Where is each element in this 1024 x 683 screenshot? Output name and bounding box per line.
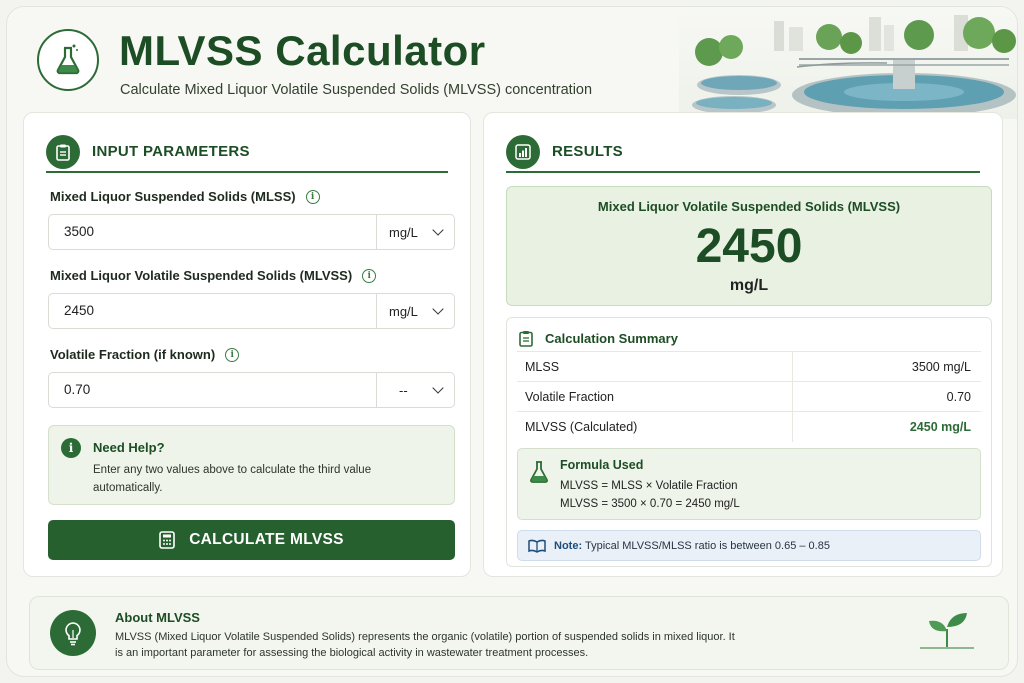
volatile-fraction-unit-value: -- <box>399 382 408 398</box>
table-row <box>517 352 981 382</box>
treatment-plant-illustration <box>679 7 1018 119</box>
formula-line: MLVSS = MLSS × Volatile Fraction <box>560 480 738 492</box>
input-section-title: INPUT PARAMETERS <box>92 143 250 160</box>
results-section-header <box>506 133 980 173</box>
mlvss-unit-select[interactable] <box>376 294 454 328</box>
note-box <box>517 530 981 561</box>
about-card <box>29 596 1009 670</box>
mlss-label-text: Mixed Liquor Suspended Solids (MLSS) <box>50 189 296 204</box>
result-display <box>506 186 992 306</box>
note-key: Note: <box>554 539 583 552</box>
volatile-fraction-unit-select[interactable] <box>376 373 454 407</box>
about-title: About MLVSS <box>115 610 200 625</box>
mlvss-field <box>48 293 455 329</box>
mlvss-input[interactable]: 2450 <box>64 303 95 318</box>
mlss-input[interactable]: 3500 <box>64 224 95 239</box>
chevron-down-icon <box>432 382 443 393</box>
info-icon[interactable]: i <box>362 269 376 283</box>
summary-key: MLVSS (Calculated) <box>517 412 792 442</box>
input-section-header <box>46 133 448 173</box>
bar-chart-icon <box>506 135 540 169</box>
summary-value: 0.70 <box>792 382 981 412</box>
calculate-button-label: CALCULATE MLVSS <box>189 531 344 548</box>
info-icon[interactable]: i <box>306 190 320 204</box>
flask-icon <box>529 460 549 484</box>
mlvss-unit-value: mg/L <box>389 303 418 319</box>
book-icon <box>528 539 546 553</box>
volatile-fraction-label-text: Volatile Fraction (if known) <box>50 347 216 362</box>
flask-icon <box>37 29 99 91</box>
volatile-fraction-input[interactable]: 0.70 <box>64 382 91 397</box>
mlvss-label <box>50 268 376 283</box>
volatile-fraction-field <box>48 372 455 408</box>
table-row <box>517 382 981 412</box>
result-label: Mixed Liquor Volatile Suspended Solids (MLVSS) <box>597 199 901 214</box>
help-box <box>48 425 455 505</box>
volatile-fraction-label <box>50 347 239 362</box>
mlss-unit-value: mg/L <box>389 224 418 240</box>
sprout-icon <box>916 611 978 651</box>
result-value: 2450 <box>695 220 803 273</box>
results-card <box>483 112 1003 577</box>
calculation-summary <box>506 317 992 567</box>
summary-table <box>517 351 981 442</box>
formula-title: Formula Used <box>560 458 644 472</box>
summary-value: 3500 mg/L <box>792 352 981 382</box>
mlss-field <box>48 214 455 250</box>
result-unit: mg/L <box>729 277 769 294</box>
lightbulb-icon <box>50 610 96 656</box>
summary-header <box>519 326 678 350</box>
mlss-unit-select[interactable] <box>376 215 454 249</box>
help-title: Need Help? <box>93 440 165 455</box>
mlvss-label-text: Mixed Liquor Volatile Suspended Solids (MLVSS) <box>50 268 353 283</box>
about-text: MLVSS (Mixed Liquor Volatile Suspended Solids) represents the organic (volatile) portion of suspended solids in mixed liquor. It is an important parameter for assessing the biological activity in wastewater treatment processes. <box>115 631 735 659</box>
summary-title: Calculation Summary <box>545 330 678 346</box>
page-subtitle: Calculate Mixed Liquor Volatile Suspended Solids (MLVSS) concentration <box>120 82 593 98</box>
results-section-title: RESULTS <box>552 143 623 160</box>
help-text: Enter any two values above to calculate the third value automatically. <box>93 464 372 494</box>
input-parameters-card <box>23 112 471 577</box>
info-icon: i <box>61 438 81 458</box>
table-row <box>517 412 981 442</box>
app-frame <box>6 6 1018 677</box>
mlss-label <box>50 189 320 204</box>
chevron-down-icon <box>432 303 443 314</box>
page-title: MLVSS Calculator <box>119 27 486 74</box>
summary-value: 2450 mg/L <box>792 412 981 442</box>
calculate-button[interactable] <box>48 520 455 560</box>
formula-box <box>517 448 981 520</box>
clipboard-icon <box>519 330 533 347</box>
summary-key: MLSS <box>517 352 792 382</box>
info-icon[interactable]: i <box>225 348 239 362</box>
summary-key: Volatile Fraction <box>517 382 792 412</box>
note-text: Typical MLVSS/MLSS ratio is between 0.65 – 0.85 <box>584 539 830 552</box>
formula-line: MLVSS = 3500 × 0.70 = 2450 mg/L <box>560 498 740 510</box>
clipboard-icon <box>46 135 80 169</box>
chevron-down-icon <box>432 224 443 235</box>
calculator-icon <box>159 531 175 549</box>
